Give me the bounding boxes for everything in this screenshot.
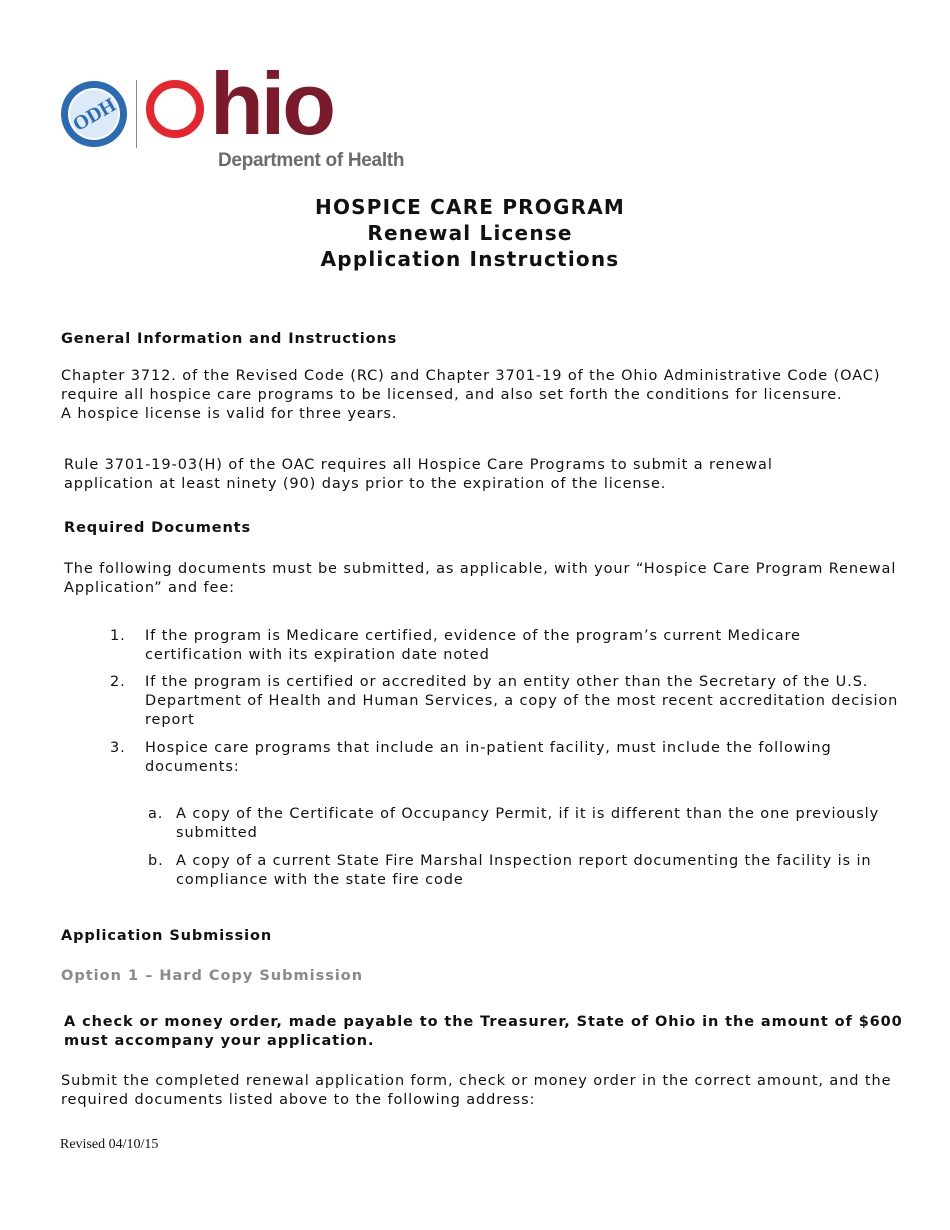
general-para1-line2: require all hospice care programs to be licensed, and also set forth the conditions for licensure. [61, 387, 843, 403]
list-item-number: 2. [110, 674, 126, 690]
general-para1-line1: Chapter 3712. of the Revised Code (RC) and Chapter 3701-19 of the Ohio Administrative Code (OAC) [61, 368, 881, 384]
title-line-3: Application Instructions [320, 247, 620, 271]
wordmark-o-ring [146, 80, 204, 138]
department-label: Department of Health [218, 150, 405, 171]
sublist-item-letter: a. [148, 806, 164, 822]
general-para1-line3: A hospice license is valid for three years. [61, 406, 398, 422]
sublist-item-letter: b. [148, 853, 164, 869]
sublist-item-b-line2: compliance with the state fire code [176, 872, 464, 888]
sublist-item-a-line2: submitted [176, 825, 258, 841]
list-item-2-line1: If the program is certified or accredited by an entity other than the Secretary of the U.S. [145, 674, 869, 690]
list-item-2-line2: Department of Health and Human Services, a copy of the most recent accreditation decision [145, 693, 899, 709]
logo-divider [136, 80, 137, 148]
svg-text:ODH: ODH [69, 93, 120, 136]
general-heading: General Information and Instructions [61, 331, 398, 347]
list-item-1-line1: If the program is Medicare certified, evidence of the program’s current Medicare [145, 628, 801, 644]
list-item-3-line1: Hospice care programs that include an in-patient facility, must include the following [145, 740, 832, 756]
payment-notice-line2: must accompany your application. [64, 1033, 375, 1049]
list-item-2-line3: report [145, 712, 195, 728]
submit-instructions-line1: Submit the completed renewal application form, check or money order in the correct amount, and the [61, 1073, 892, 1089]
revised-date: Revised 04/10/15 [60, 1137, 159, 1152]
required-heading: Required Documents [64, 520, 252, 536]
title-line-1: HOSPICE CARE PROGRAM [315, 195, 625, 219]
wordmark-hio: hio [210, 54, 333, 153]
option1-heading: Option 1 – Hard Copy Submission [61, 968, 364, 984]
payment-notice-line1: A check or money order, made payable to the Treasurer, State of Ohio in the amount of $600 [64, 1014, 903, 1030]
odh-seal-logo [60, 80, 128, 148]
submit-instructions-line2: required documents listed above to the following address: [61, 1092, 536, 1108]
list-item-number: 1. [110, 628, 126, 644]
required-intro-line1: The following documents must be submitted, as applicable, with your “Hospice Care Program Renewal [64, 561, 897, 577]
general-para2-line1: Rule 3701-19-03(H) of the OAC requires all Hospice Care Programs to submit a renewal [64, 457, 773, 473]
submission-heading: Application Submission [61, 928, 273, 944]
general-para2-line2: application at least ninety (90) days prior to the expiration of the license. [64, 476, 667, 492]
title-line-2: Renewal License [367, 221, 573, 245]
required-intro-line2: Application” and fee: [64, 580, 235, 596]
sublist-item-a-line1: A copy of the Certificate of Occupancy Permit, if it is different than the one previously [176, 806, 880, 822]
list-item-number: 3. [110, 740, 126, 756]
list-item-1-line2: certification with its expiration date noted [145, 647, 490, 663]
list-item-3-line2: documents: [145, 759, 240, 775]
sublist-item-b-line1: A copy of a current State Fire Marshal Inspection report documenting the facility is in [176, 853, 872, 869]
